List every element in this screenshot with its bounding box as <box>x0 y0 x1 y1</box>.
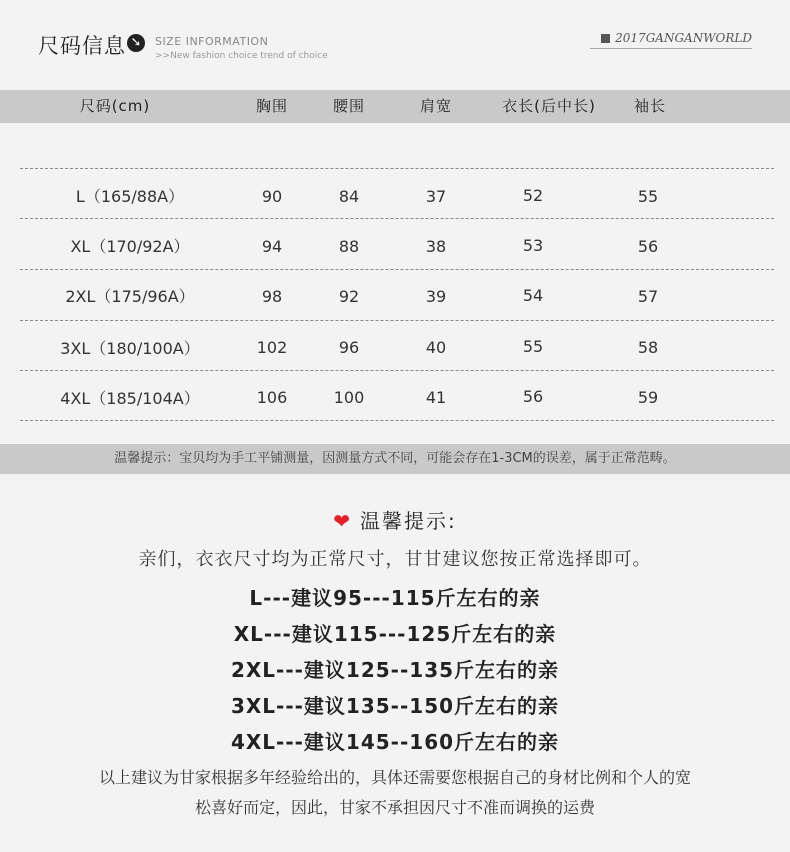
waist-cell: 100 <box>333 388 365 407</box>
closing-line: 松喜好而定，因此，甘家不承担因尺寸不准而调换的运费 <box>194 798 595 817</box>
length-cell: 53 <box>522 236 544 255</box>
recommendation-line: XL---建议115---125斤左右的亲 <box>233 622 557 646</box>
header-waist: 腰围 <box>332 97 365 115</box>
closing-line: 以上建议为甘家根据多年经验给出的，具体还需要您根据自己的身材比例和个人的宽 <box>98 768 691 787</box>
size-cell: XL（170/92A） <box>70 237 190 256</box>
size-cell: L（165/88A） <box>75 187 185 206</box>
header-chest: 胸围 <box>255 97 288 115</box>
measurement-note: 温馨提示：宝贝均为手工平铺测量，因测量方式不同，可能会存在1-3CM的误差，属于正常范畴。 <box>0 444 790 474</box>
header-length: 衣长(后中长) <box>502 97 596 115</box>
sleeve-cell: 57 <box>637 287 659 306</box>
row-divider <box>20 370 774 371</box>
square-icon <box>601 34 610 43</box>
tips-intro: 亲们，衣衣尺寸均为正常尺寸，甘甘建议您按正常选择即可。 <box>138 549 652 570</box>
header-size: 尺码(cm) <box>79 97 151 115</box>
heart-icon: ❤ <box>333 509 352 533</box>
length-cell: 55 <box>522 337 544 356</box>
size-cell: 4XL（185/104A） <box>60 389 200 408</box>
shoulder-cell: 37 <box>425 187 447 206</box>
tips-title-text: 温馨提示: <box>360 509 457 533</box>
section-tagline: >>New fashion choice trend of choice <box>155 51 328 61</box>
section-subtitle: SIZE INFORMATION <box>155 35 269 48</box>
header-shoulder: 肩宽 <box>419 97 452 115</box>
row-divider <box>20 420 774 421</box>
shoulder-cell: 39 <box>425 287 447 306</box>
chest-cell: 94 <box>261 237 283 256</box>
row-divider <box>20 218 774 219</box>
shoulder-cell: 40 <box>425 338 447 357</box>
recommendation-line: 4XL---建议145--160斤左右的亲 <box>230 730 560 754</box>
waist-cell: 84 <box>338 187 360 206</box>
row-divider <box>20 320 774 321</box>
waist-cell: 96 <box>338 338 360 357</box>
tips-title <box>0 505 790 534</box>
recommendation-line: L---建议95---115斤左右的亲 <box>249 586 541 610</box>
sleeve-cell: 59 <box>637 388 659 407</box>
chest-cell: 102 <box>256 338 288 357</box>
sleeve-cell: 55 <box>637 187 659 206</box>
shoulder-cell: 41 <box>425 388 447 407</box>
chest-cell: 106 <box>256 388 288 407</box>
closing-note <box>40 763 750 823</box>
sleeve-cell: 58 <box>637 338 659 357</box>
recommendation-line: 2XL---建议125--135斤左右的亲 <box>230 658 560 682</box>
recommendation-line: 3XL---建议135--150斤左右的亲 <box>230 694 560 718</box>
brand-text: 2017GANGANWORLD <box>615 31 752 45</box>
row-divider <box>20 269 774 270</box>
divider <box>590 48 752 49</box>
row-divider <box>20 168 774 169</box>
size-cell: 3XL（180/100A） <box>60 339 200 358</box>
chest-cell: 98 <box>261 287 283 306</box>
length-cell: 54 <box>522 286 544 305</box>
length-cell: 56 <box>522 387 544 406</box>
sleeve-cell: 56 <box>637 237 659 256</box>
brand-label <box>601 31 752 45</box>
circle-arrow-icon: ➘ <box>127 34 145 52</box>
size-table-header <box>0 90 790 123</box>
header-sleeve: 袖长 <box>633 97 666 115</box>
size-cell: 2XL（175/96A） <box>65 287 195 306</box>
waist-cell: 92 <box>338 287 360 306</box>
section-title: 尺码信息 <box>38 34 126 58</box>
chest-cell: 90 <box>261 187 283 206</box>
waist-cell: 88 <box>338 237 360 256</box>
shoulder-cell: 38 <box>425 237 447 256</box>
length-cell: 52 <box>522 186 544 205</box>
